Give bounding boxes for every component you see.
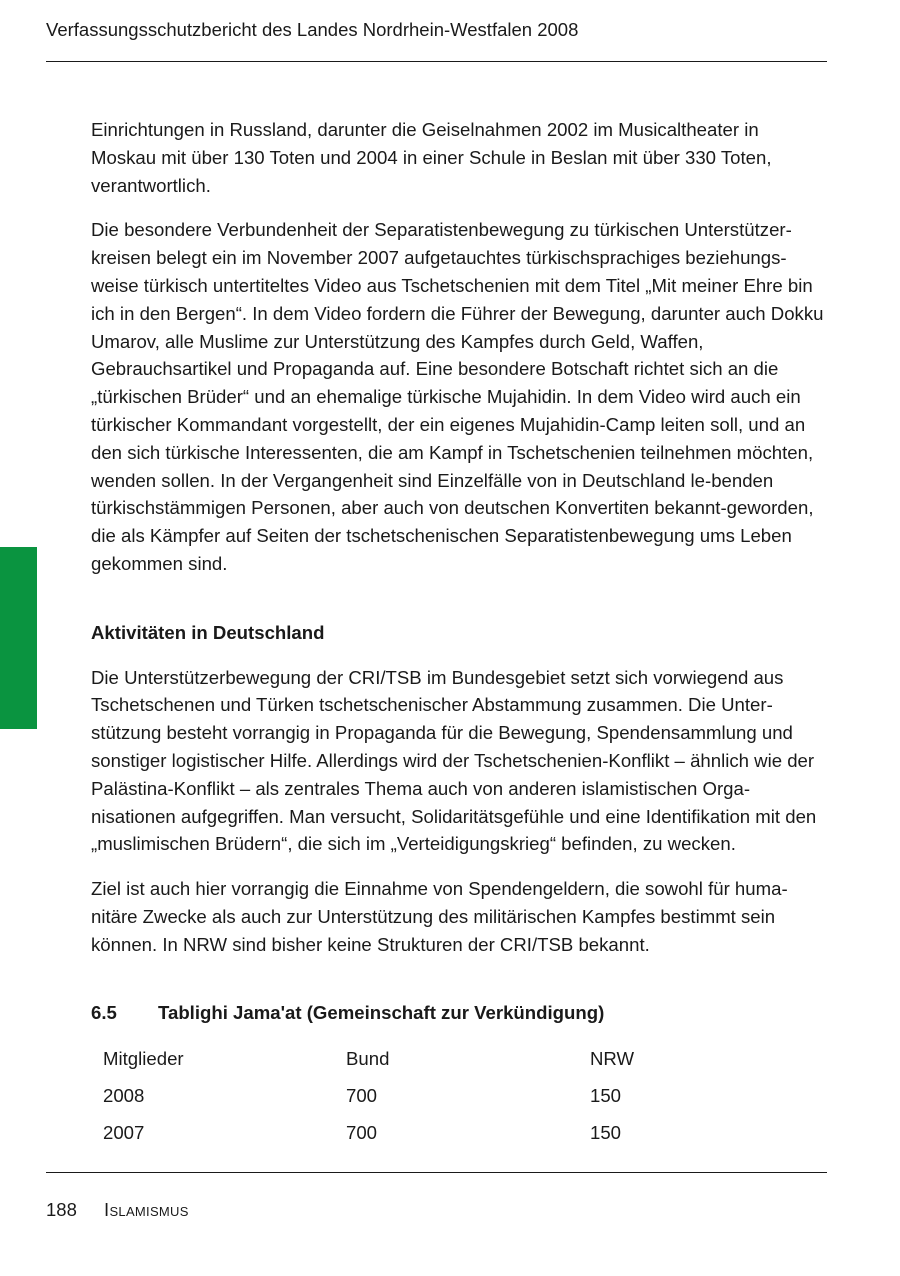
section-title: Tablighi Jama'at (Gemeinschaft zur Verkündigung) xyxy=(158,1001,605,1023)
footer-section-name: Islamismus xyxy=(104,1199,189,1220)
paragraph: Die Unterstützerbewegung der CRI/TSB im Bundesgebiet setzt sich vorwiegend aus Tschetschenen und Türken tschetschenischer Abstammung zusammen. Die Unter-stützung besteht vorrangig in Propaganda für die Bewegung, Spendensammlung und sonstiger logistischer Hilfe. Allerdings wird der Tschetschenien-Konflikt – ähnlich wie der Palästina-Konflikt – als zentrales Thema auch von anderen islamistischen Orga-nisationen aufgegriffen. Man versucht, Solidaritätsgefühle und eine Identifikation mit den „muslimischen Brüdern“, die sich im „Verteidigungskrieg“ befinden, zu wecken. xyxy=(91,666,817,855)
table-cell: 150 xyxy=(590,1121,622,1143)
table-row xyxy=(103,1077,690,1114)
footer-rule xyxy=(46,1172,827,1173)
running-header: Verfassungsschutzbericht des Landes Nordrhein-Westfalen 2008 xyxy=(46,19,579,40)
table-header-row xyxy=(103,1040,690,1077)
subheading: Aktivitäten in Deutschland xyxy=(91,621,325,643)
paragraph: Die besondere Verbundenheit der Separatistenbewegung zu türkischen Unterstützer-kreisen belegt ein im November 2007 aufgetauchtes türkischsprachiges beziehungs-weise türkisch untertiteltes Video aus Tschetschenien mit dem Titel „Mit meiner Ehre bin ich in den Bergen“. In dem Video fordern die Führer der Bewegung, darunter auch Dokku Umarov, alle Muslime zur Unterstützung des Kampfes durch Geld, Waffen, Gebrauchsartikel und Propaganda auf. Eine besondere Botschaft richtet sich an die „türkischen Brüder“ und an ehemalige türkische Mujahidin. In dem Video wird auch ein türkischer Kommandant vorgestellt, der ein eigenes Mujahidin-Camp leiten soll, und an den sich türkische Interessenten, die am Kampf in Tschetschenien teilnehmen möchten, wenden sollen. In der Vergangenheit sind Einzelfälle von in Deutschland le-benden türkischstämmigen Personen, aber auch von deutschen Konvertiten bekannt-geworden, die als Kämpfer auf Seiten der tschetschenischen Separatistenbewegung ums Leben gekommen sind. xyxy=(91,219,824,574)
section-number: 6.5 xyxy=(91,1001,117,1023)
paragraph: Einrichtungen in Russland, darunter die Geiselnahmen 2002 im Musicaltheater in Moskau mit über 130 Toten und 2004 in einer Schule in Beslan mit über 330 Toten, verantwortlich. xyxy=(91,119,772,196)
section-heading xyxy=(91,999,827,1027)
paragraph: Ziel ist auch hier vorrangig die Einnahme von Spendengeldern, die sowohl für huma-nitäre Zwecke als auch zur Unterstützung des militärischen Kampfes bestimmt sein können. In NRW sind bisher keine Strukturen der CRI/TSB bekannt. xyxy=(91,878,788,955)
table-cell: 700 xyxy=(346,1084,378,1106)
header-rule xyxy=(46,61,827,62)
chapter-tab-marker xyxy=(0,547,37,729)
table-header-cell: Mitglieder xyxy=(103,1047,184,1069)
membership-table xyxy=(103,1040,690,1151)
table-header-cell: Bund xyxy=(346,1047,390,1069)
table-cell: 2008 xyxy=(103,1084,145,1106)
page-footer xyxy=(46,1198,189,1222)
table-header-cell: NRW xyxy=(590,1047,635,1069)
table-row xyxy=(103,1114,690,1151)
page-number: 188 xyxy=(46,1199,77,1220)
table-cell: 700 xyxy=(346,1121,378,1143)
table-cell: 2007 xyxy=(103,1121,145,1143)
page-body xyxy=(91,116,827,1151)
table-cell: 150 xyxy=(590,1084,622,1106)
